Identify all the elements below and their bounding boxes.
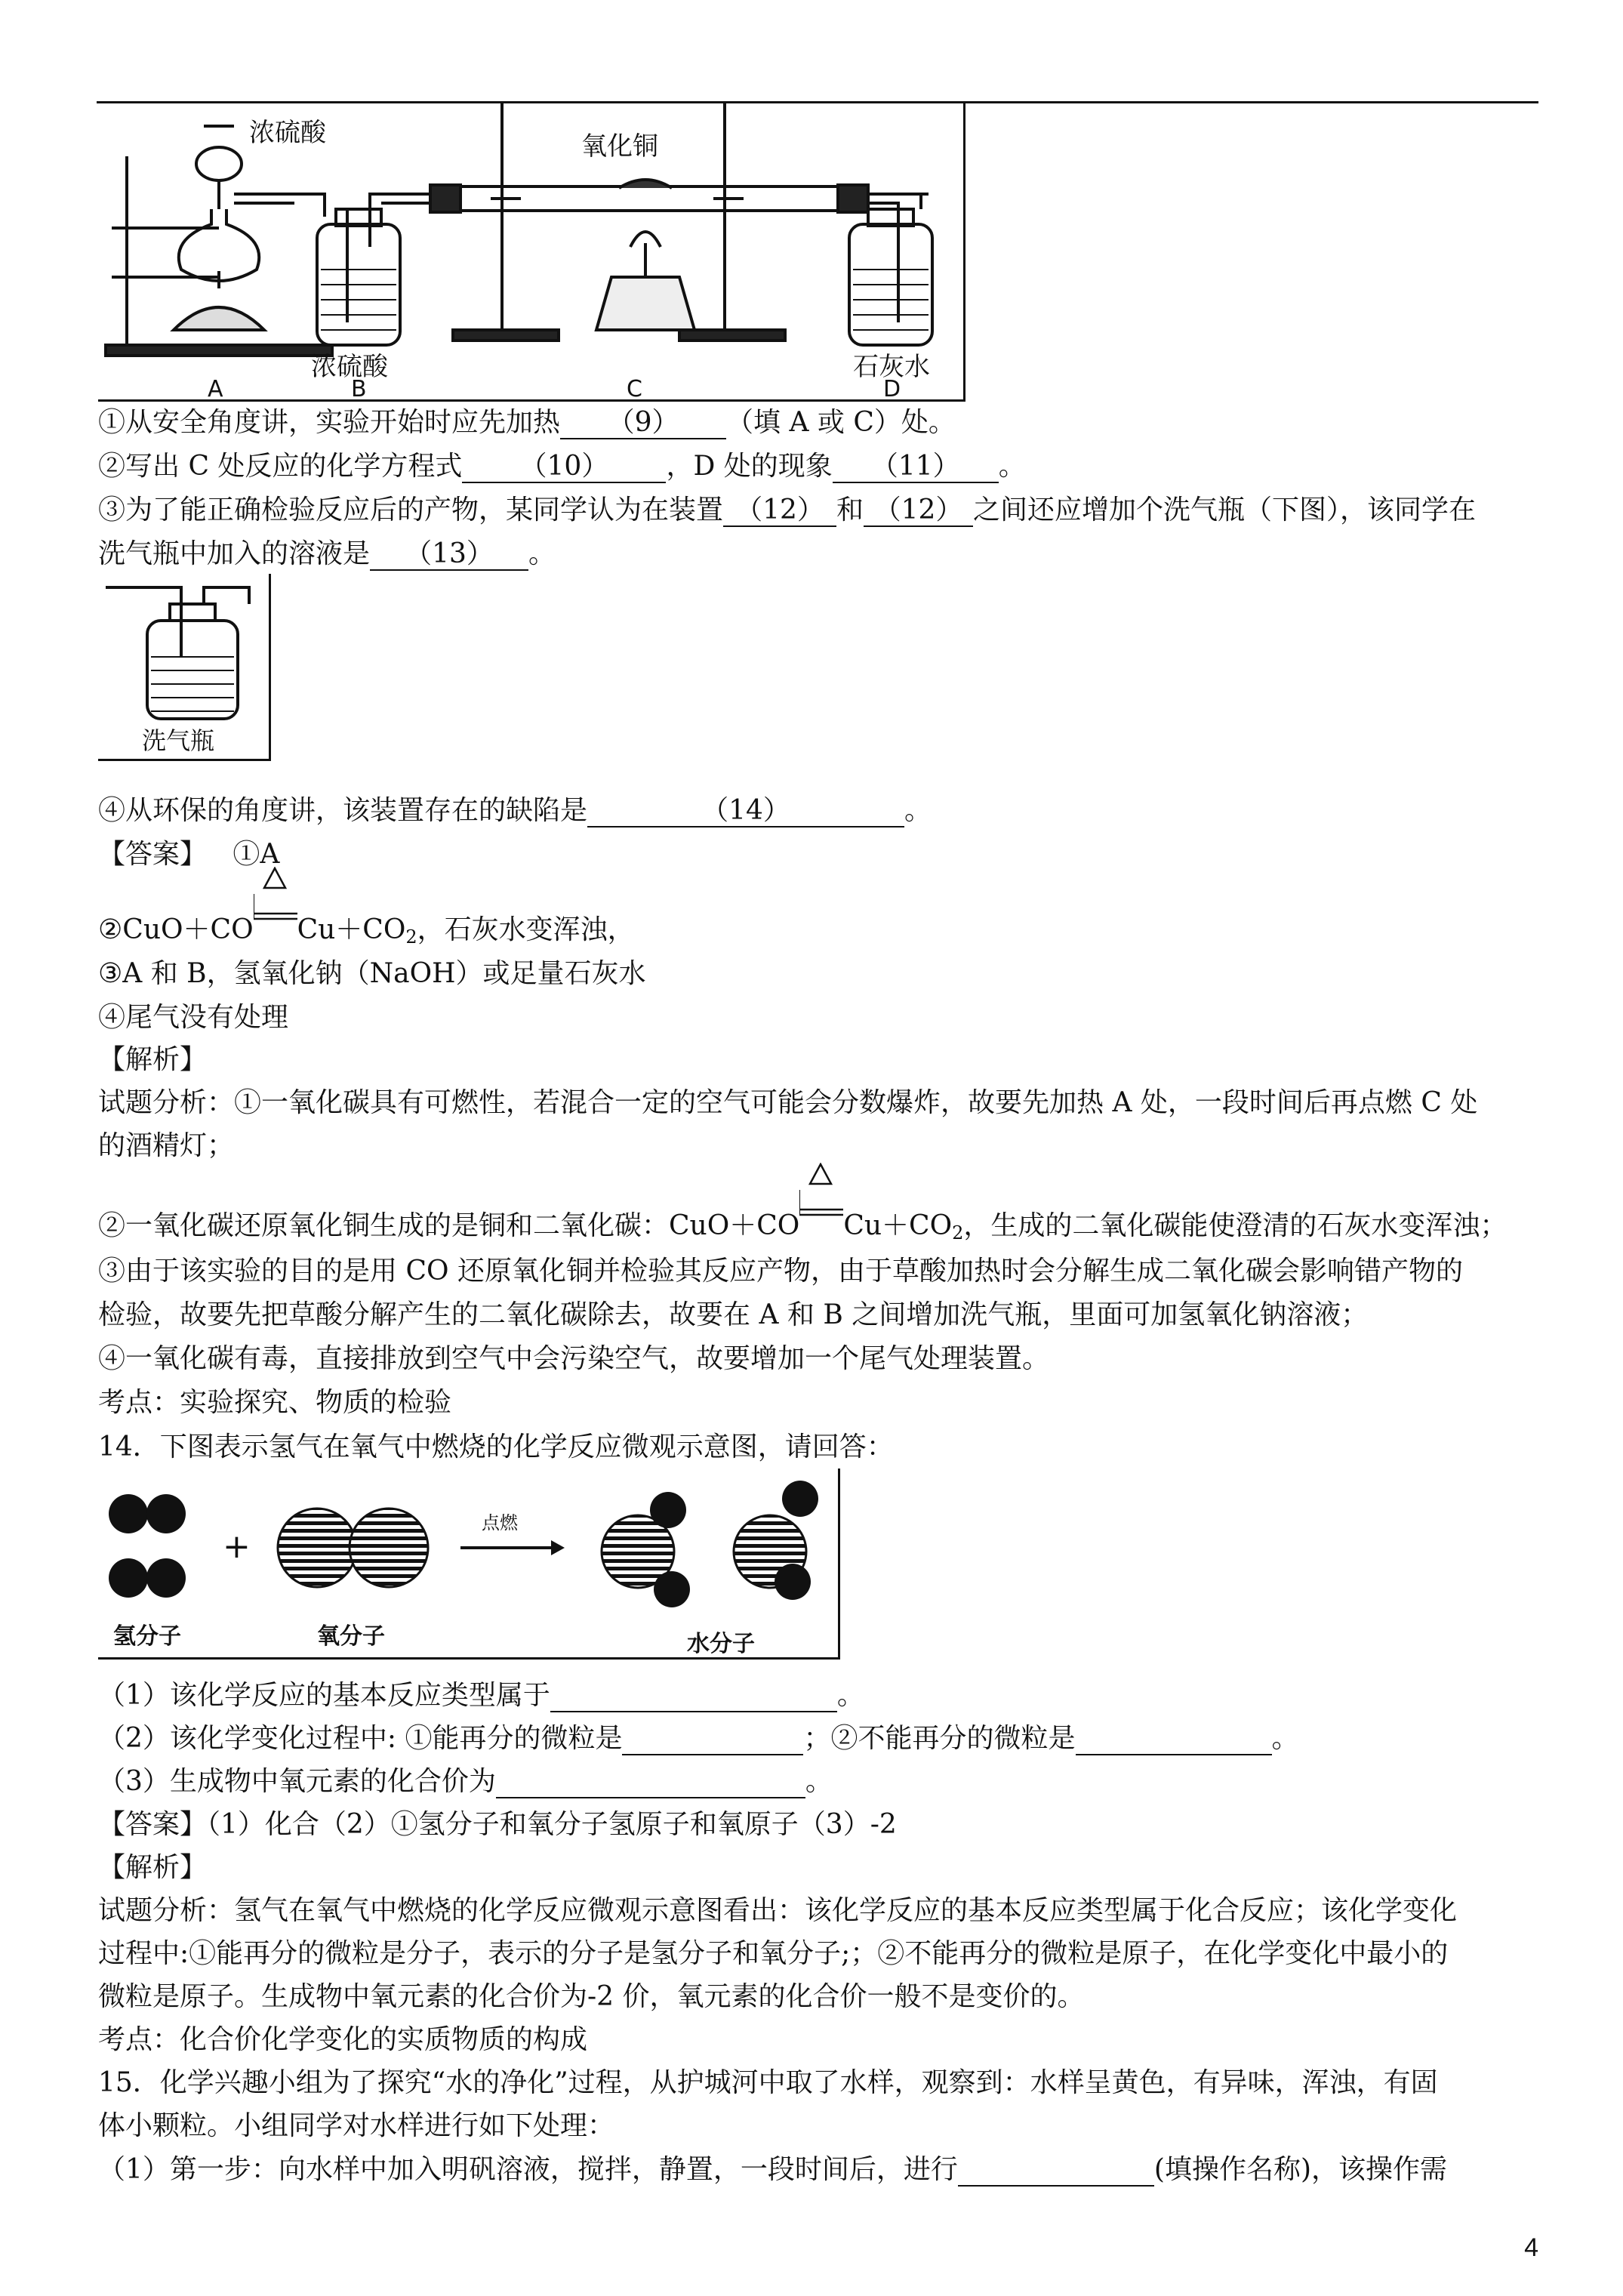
q13-line1: ①从安全角度讲，实验开始时应先加热 （9） （填 A 或 C）处。 bbox=[98, 407, 956, 438]
label-o2: 氧分子 bbox=[317, 1623, 385, 1650]
label-A: A bbox=[208, 376, 223, 399]
q14-kaodian: 考点：化合价化学变化的实质物质的构成 bbox=[98, 2024, 588, 2055]
heat-equals-sign-2 bbox=[799, 1208, 843, 1244]
q14-analysis-p1b: 过程中:①能再分的微粒是分子，表示的分子是氢分子和氧分子;；②不能再分的微粒是原子，在化学变化中最小的 bbox=[98, 1938, 1449, 1969]
label-h2: 氢分子 bbox=[113, 1623, 181, 1650]
q13-line3: ③为了能正确检验反应后的产物，某同学认为在装置 （12） 和 （12） 之间还应增加个洗气瓶（下图），该同学在 bbox=[98, 495, 1477, 525]
q14-answer: 【答案】（1）化合（2）①氢分子和氧分子氢原子和氧原子（3）-2 bbox=[98, 1809, 897, 1840]
q14-q1: （1）该化学反应的基本反应类型属于 。 bbox=[98, 1680, 864, 1711]
blank-11: （11） bbox=[833, 451, 999, 483]
q14-stem: 14．下图表示氢气在氧气中燃烧的化学反应微观示意图，请回答： bbox=[98, 1432, 894, 1462]
q15-stem2: 体小颗粒。小组同学对水样进行如下处理： bbox=[98, 2110, 615, 2141]
q15-q1: （1）第一步：向水样中加入明矾溶液，搅拌，静置，一段时间后，进行 (填操作名称)，该操作需 bbox=[98, 2154, 1447, 2185]
molecule-figure bbox=[98, 1469, 840, 1660]
q13-answer-line3: ③A 和 B，氢氧化钠（NaOH）或足量石灰水 bbox=[98, 958, 646, 989]
q13-analysis-p2: ②一氧化碳还原氧化铜生成的是铜和二氧化碳：CuO＋CO $Cu+CO_2$，生成的二氧化碳能使澄清的石灰水变浑浊； bbox=[98, 1208, 1507, 1251]
label-D: D bbox=[883, 376, 901, 399]
label-C: C bbox=[627, 376, 642, 399]
q13-analysis-p1b: 的酒精灯； bbox=[98, 1130, 235, 1161]
blank-q14-2a bbox=[622, 1724, 803, 1755]
apparatus-figure bbox=[98, 103, 965, 402]
q14-analysis-p1a: 试题分析：氢气在氧气中燃烧的化学反应微观示意图看出：该化学反应的基本反应类型属于化合反应；该化学变化 bbox=[98, 1895, 1458, 1926]
q13-analysis-p1a: 试题分析：①一氧化碳具有可燃性，若混合一定的空气可能会分数爆炸，故要先加热 A 处，一段时间后再点燃 C 处 bbox=[98, 1087, 1478, 1118]
q13-kaodian: 考点：实验探究、物质的检验 bbox=[98, 1387, 452, 1418]
label-limewater: 石灰水 bbox=[853, 352, 930, 382]
arrow-label-ignite: 点燃 bbox=[482, 1512, 518, 1533]
q15-stem1: 15．化学兴趣小组为了探究“水的净化”过程，从护城河中取了水样，观察到：水样呈黄色，有异味，浑浊，有固 bbox=[98, 2067, 1438, 2098]
q13-analysis-p3b: 检验，故要先把草酸分解产生的二氧化碳除去，故要在 A 和 B 之间增加洗气瓶，里面可加氢氧化钠溶液； bbox=[98, 1299, 1369, 1330]
q13-analysis-p3a: ③由于该实验的目的是用 CO 还原氧化铜并检验其反应产物，由于草酸加热时会分解生成二氧化碳会影响错产物的 bbox=[98, 1256, 1463, 1287]
q13-answer-line1: 【答案】 ①A bbox=[98, 839, 280, 870]
label-h2o: 水分子 bbox=[687, 1631, 755, 1657]
label-washing-bottle: 洗气瓶 bbox=[142, 726, 215, 755]
heat-equals-sign bbox=[254, 912, 297, 948]
q13-answer-line4: ④尾气没有处理 bbox=[98, 1002, 289, 1033]
blank-q14-3 bbox=[496, 1767, 805, 1798]
q13-line2: ②写出 C 处反应的化学方程式 （10） ，D 处的现象 （11） 。 bbox=[98, 451, 1026, 482]
q14-analysis-tag: 【解析】 bbox=[98, 1852, 208, 1883]
blank-12a: （12） bbox=[723, 495, 836, 527]
q13-line5: ④从环保的角度讲，该装置存在的缺陷是 （14） 。 bbox=[98, 795, 932, 826]
q14-q2: （2）该化学变化过程中: ①能再分的微粒是 ；②不能再分的微粒是 。 bbox=[98, 1723, 1299, 1754]
blank-9: （9） bbox=[560, 408, 726, 439]
blank-10: （10） bbox=[462, 451, 666, 483]
q13-analysis-p4: ④一氧化碳有毒，直接排放到空气中会污染空气，故要增加一个尾气处理装置。 bbox=[98, 1343, 1050, 1374]
blank-q14-2b bbox=[1076, 1724, 1272, 1755]
q13-line4: 洗气瓶中加入的溶液是 （13） 。 bbox=[98, 538, 556, 569]
label-conc-h2so4-funnel: 浓硫酸 bbox=[249, 118, 326, 148]
blank-q14-1 bbox=[550, 1681, 837, 1712]
q14-q3: （3）生成物中氧元素的化合价为 。 bbox=[98, 1766, 833, 1797]
q13-answer-line2: ②CuO＋CO $Cu+CO_2$，石灰水变浑浊， bbox=[98, 912, 635, 955]
label-conc-h2so4-bottle: 浓硫酸 bbox=[311, 352, 388, 382]
plus-sign: + bbox=[223, 1527, 251, 1566]
q13-analysis-tag: 【解析】 bbox=[98, 1044, 208, 1075]
label-B: B bbox=[351, 376, 367, 399]
page-number: 4 bbox=[1524, 2233, 1538, 2262]
blank-13: （13） bbox=[370, 539, 528, 571]
blank-12b: （12） bbox=[864, 495, 973, 527]
label-copper-oxide: 氧化铜 bbox=[581, 131, 658, 162]
q14-analysis-p1c: 微粒是原子。生成物中氧元素的化合价为-2 价，氧元素的化合价一般不是变价的。 bbox=[98, 1981, 1085, 2012]
washing-bottle-figure bbox=[98, 574, 271, 761]
blank-q15-1 bbox=[958, 2155, 1154, 2187]
blank-14: （14） bbox=[587, 796, 904, 827]
